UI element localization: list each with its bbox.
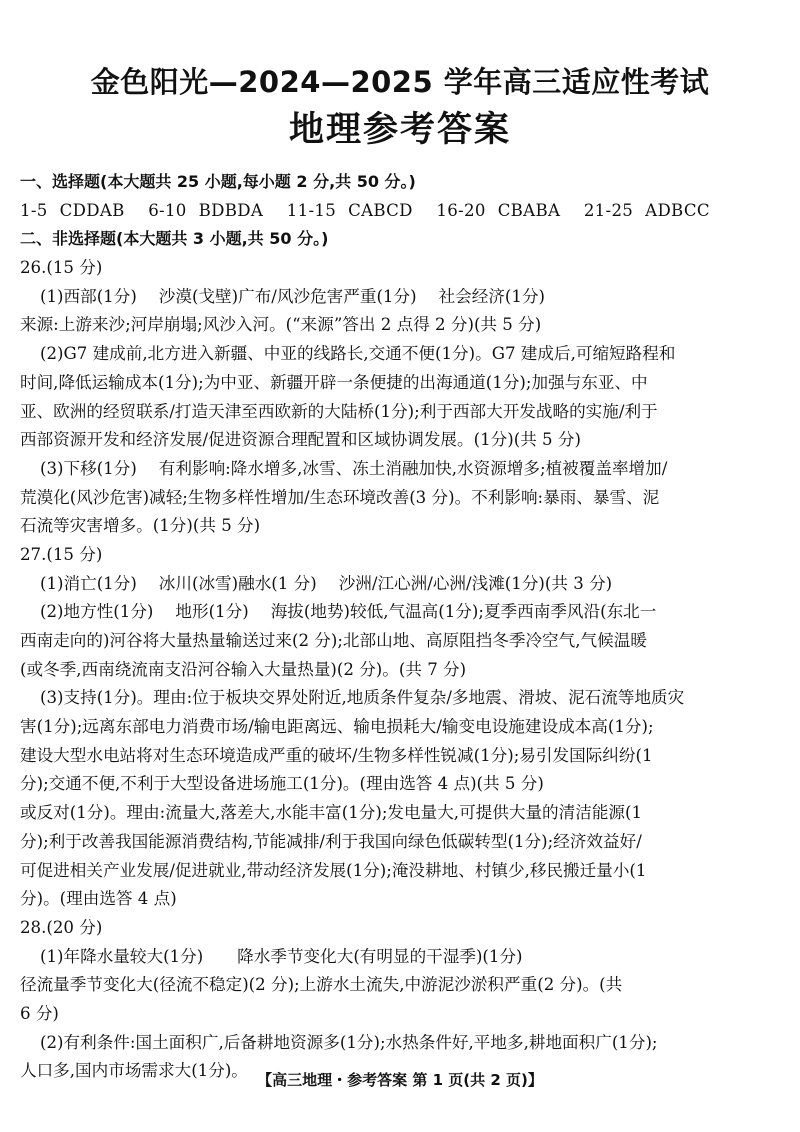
choice-keys: CBABA bbox=[497, 200, 561, 220]
q28-p1-b: 降水季节变化大(有明显的干湿季)(1分) bbox=[237, 946, 523, 966]
choice-keys: CDDAB bbox=[59, 200, 125, 220]
q26-part2-line3: 亚、欧洲的经贸联系/打造天津至西欧新的大陆桥(1分);利于西部大开发战略的实施/利于 bbox=[20, 401, 658, 421]
q28-part1-line2: 径流量季节变化大(径流不稳定)(2 分);上游水土流失,中游泥沙淤积严重(2 分)。(共 bbox=[20, 975, 623, 995]
choice-range: 1-5 bbox=[20, 200, 48, 220]
q26-part1-line1 bbox=[20, 283, 780, 312]
q28-part1-line1 bbox=[20, 943, 780, 972]
q26-part2-line2: 时间,降低运输成本(1分);为中亚、新疆开辟一条便捷的出海通道(1分);加强与东亚、中 bbox=[20, 372, 648, 392]
q26-p1-b: 沙漠(戈壁)广布/风沙危害严重(1分) bbox=[158, 286, 417, 306]
q28-part1-line3: 6 分) bbox=[20, 1003, 59, 1023]
choice-keys: ADBCC bbox=[645, 200, 710, 220]
question-27-header: 27.(15 分) bbox=[20, 544, 103, 564]
q27-part3-line3: 建设大型水电站将对生态环境造成严重的破坏/生物多样性锐减(1分);易引发国际纠纷(1 bbox=[20, 745, 653, 765]
q27-p2-a: (2)地方性(1分) bbox=[40, 602, 154, 622]
q27-part2-line2: 西南走向的)河谷将大量热量输送过来(2 分);北部山地、高原阻挡冬季冷空气,气候温暖 bbox=[20, 631, 647, 650]
q27-p2-c: 海拔(地势)较低,气温高(1分);夏季西南季风沿(东北一 bbox=[270, 602, 657, 622]
q27-part2-line1 bbox=[20, 598, 780, 627]
q27-part4-line1: 或反对(1分)。理由:流量大,落差大,水能丰富(1分);发电量大,可提供大量的清洁能源(1 bbox=[20, 803, 643, 823]
q26-part1-line2: 来源:上游来沙;河岸崩塌;风沙入河。(“来源”答出 2 点得 2 分)(共 5 分) bbox=[20, 315, 542, 335]
q26-part3-line2: 荒漠化(风沙危害)减轻;生物多样性增加/生态环境改善(3 分)。不利影响:暴雨、暴雪、泥 bbox=[20, 487, 660, 507]
q27-p1-a: (1)消亡(1分) bbox=[40, 573, 137, 593]
q26-p3-b: 有利影响:降水增多,冰雪、冻土消融加快,水资源增多;植被覆盖率增加/ bbox=[158, 458, 668, 478]
q27-p2-b: 地形(1分) bbox=[175, 602, 249, 622]
q27-part2-line3: (或冬季,西南绕流南支沿河谷输入大量热量)(2 分)。(共 7 分) bbox=[20, 659, 467, 679]
q26-part2-line4: 西部资源开发和经济发展/促进资源合理配置和区域协调发展。(1分)(共 5 分) bbox=[20, 430, 581, 450]
section2-heading: 二、非选择题(本大题共 3 小题,共 50 分。) bbox=[20, 229, 329, 249]
page-footer: 【高三地理・参考答案 第 1 页(共 2 页)】 bbox=[257, 1071, 543, 1089]
choice-group bbox=[584, 201, 710, 220]
q26-p1-c: 社会经济(1分) bbox=[438, 286, 546, 306]
q26-part2-line1: (2)G7 建成前,北方进入新疆、中亚的线路长,交通不便(1分)。G7 建成后,可缩短路程和 bbox=[40, 344, 676, 364]
choice-range: 16-20 bbox=[436, 200, 486, 220]
q27-part3-line2: 害(1分);远离东部电力消费市场/输电距离远、输电损耗大/输变电设施建设成本高(1分); bbox=[20, 717, 654, 737]
answer-content bbox=[20, 168, 780, 1086]
q27-part3-line4: 分);交通不便,不利于大型设备进场施工(1分)。(理由选答 4 点)(共 5 分) bbox=[20, 774, 544, 794]
q28-part2-line2: 人口多,国内市场需求大(1分)。 bbox=[20, 1061, 248, 1081]
choice-range: 21-25 bbox=[583, 200, 634, 220]
q27-part1-line1 bbox=[20, 570, 780, 599]
q27-part3-line1: (3)支持(1分)。理由:位于板块交界处附近,地质条件复杂/多地震、滑坡、泥石流等地质灾 bbox=[40, 688, 685, 708]
q27-part4-line3: 可促进相关产业发展/促进就业,带动经济发展(1分);淹没耕地、村镇少,移民搬迁量小(1 bbox=[20, 860, 647, 880]
choice-group bbox=[148, 201, 263, 220]
choice-group bbox=[20, 201, 125, 220]
question-26-header: 26.(15 分) bbox=[20, 258, 103, 278]
q26-p3-a: (3)下移(1分) bbox=[40, 458, 137, 478]
choice-answer-row bbox=[20, 197, 780, 226]
q27-part4-line2: 分);利于改善我国能源消费结构,节能减排/利于我国向绿色低碳转型(1分);经济效益好/ bbox=[20, 831, 642, 851]
q28-part2-line1: (2)有利条件:国土面积广,后备耕地资源多(1分);水热条件好,平地多,耕地面积广(1分); bbox=[40, 1032, 658, 1052]
choice-group bbox=[436, 201, 560, 220]
choice-keys: BDBDA bbox=[198, 200, 264, 220]
exam-title: 金色阳光—2024—2025 学年高三适应性考试 bbox=[90, 65, 710, 99]
choice-keys: CABCD bbox=[348, 200, 413, 220]
q27-p1-b: 冰川(冰雪)融水(1 分) bbox=[158, 573, 317, 593]
choice-range: 11-15 bbox=[286, 200, 337, 220]
q28-p1-a: (1)年降水量较大(1分) bbox=[40, 946, 204, 966]
q26-part3-line1 bbox=[20, 455, 780, 484]
choice-range: 6-10 bbox=[148, 200, 187, 220]
q26-p1-a: (1)西部(1分) bbox=[40, 286, 137, 306]
q26-part3-line3: 石流等灾害增多。(1分)(共 5 分) bbox=[20, 516, 261, 536]
q27-p1-c: 沙洲/江心洲/心洲/浅滩(1分)(共 3 分) bbox=[338, 573, 613, 593]
section1-heading: 一、选择题(本大题共 25 小题,每小题 2 分,共 50 分。) bbox=[20, 172, 416, 191]
document-subtitle: 地理参考答案 bbox=[288, 110, 511, 150]
question-28-header: 28.(20 分) bbox=[20, 917, 103, 937]
choice-group bbox=[287, 201, 413, 220]
q27-part4-line4: 分)。(理由选答 4 点) bbox=[20, 889, 177, 909]
